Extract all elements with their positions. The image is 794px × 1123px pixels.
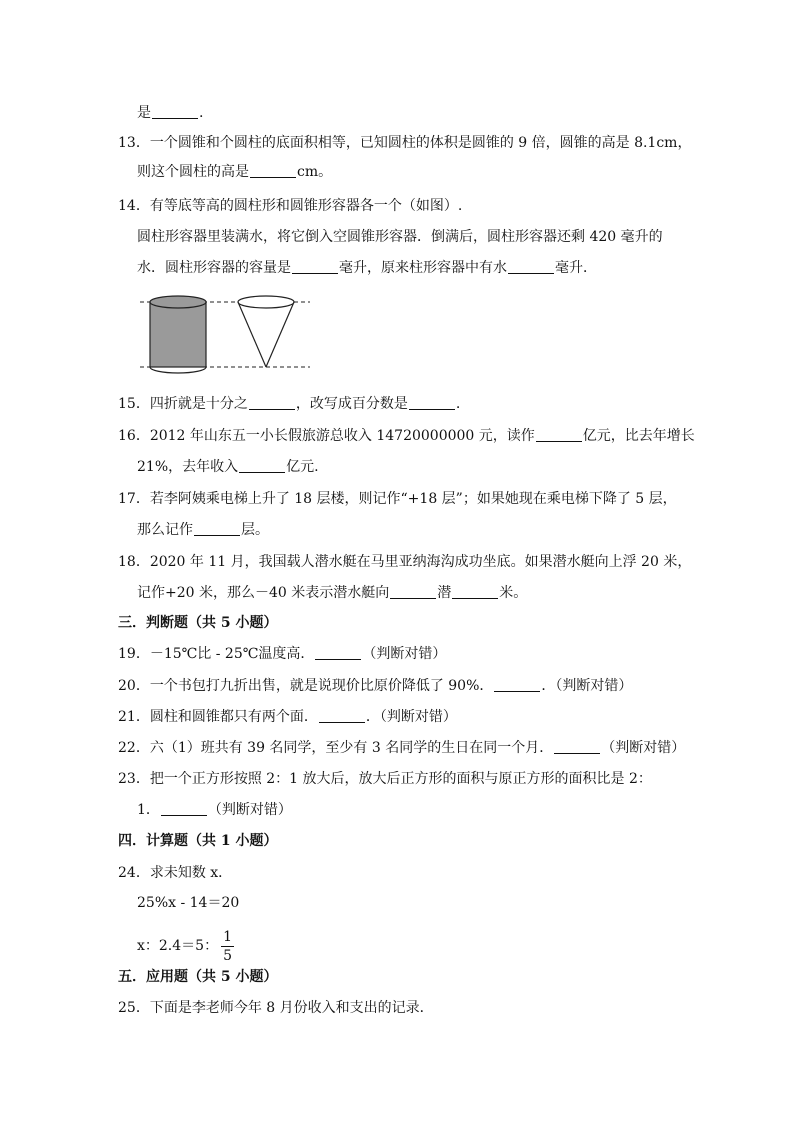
equation-1: 25%x - 14＝20 [137,895,240,911]
section-4-heading: 四．计算题（共 1 小题） [118,833,278,849]
question-25-line1: 25．下面是李老师今年 8 月份收入和支出的记录． [118,1000,434,1016]
question-20: 20．一个书包打九折出售，就是说现价比原价降低了 90%． ．（判断对错） [118,678,633,694]
answer-blank[interactable] [536,427,582,442]
answer-blank[interactable] [452,584,498,599]
answer-blank[interactable] [152,104,198,119]
question-14-line1: 14．有等底等高的圆柱形和圆锥形容器各一个（如图）. [118,198,463,214]
section-3-heading: 三．判断题（共 5 小题） [118,615,278,631]
cylinder-top [150,296,206,308]
equation-2: x：2.4＝5： $\frac{1}{5}$ [137,928,232,964]
question-24-title: 24．求未知数 x． [118,865,233,881]
answer-blank[interactable] [292,259,338,274]
cone-top [238,296,294,308]
question-17-line1: 17．若李阿姨乘电梯上升了 18 层楼，则记作“+18 层”；如果她现在乘电梯下降了 5 层， [118,491,677,507]
question-18-line2: 记作+20 米，那么－40 米表示潜水艇向 潜 米。 [137,585,528,601]
cone-left-edge [238,302,266,367]
question-17-line2: 那么记作 层。 [137,522,269,538]
cylinder-bottom [150,367,206,373]
question-14-line2: 圆柱形容器里装满水，将它倒入空圆锥形容器．倒满后，圆柱形容器还剩 420 毫升的 [137,229,663,245]
question-21: 21．圆柱和圆锥都只有两个面． ．（判断对错） [118,709,457,725]
question-18-line1: 18．2020 年 11 月，我国载人潜水艇在马里亚纳海沟成功坐底。如果潜水艇向上浮 20 米， [118,554,692,570]
answer-blank[interactable] [390,584,436,599]
question-23-line1: 23．把一个正方形按照 2：1 放大后，放大后正方形的面积与原正方形的面积比是 2： [118,771,652,787]
answer-blank[interactable] [409,395,455,410]
cylinder-body [150,302,206,367]
q12-tail: 是 . [137,105,204,121]
answer-blank[interactable] [194,521,240,536]
fraction: $\frac{1}{5}$ [223,928,232,964]
answer-blank[interactable] [239,458,285,473]
question-13-line2: 则这个圆柱的高是 cm。 [137,164,333,180]
question-13-line1: 13．一个圆锥和个圆柱的底面积相等，已知圆柱的体积是圆锥的 9 倍，圆锥的高是 8.1cm， [118,135,692,151]
question-23-line2: 1． （判断对错） [137,802,292,818]
answer-blank[interactable] [508,259,554,274]
question-19: 19．－15℃比 - 25℃温度高． （判断对错） [118,646,447,662]
answer-blank[interactable] [249,395,295,410]
answer-blank[interactable] [250,163,296,178]
question-16-line1: 16．2012 年山东五一小长假旅游总收入 14720000000 元，读作 亿元，比去年增长 [118,428,695,444]
section-5-heading: 五．应用题（共 5 小题） [118,969,278,985]
answer-blank[interactable] [494,677,540,692]
answer-blank[interactable] [315,645,361,660]
question-14-line3: 水．圆柱形容器的容量是 毫升，原来柱形容器中有水 毫升． [137,260,597,276]
answer-blank[interactable] [319,708,365,723]
question-22: 22．六（1）班共有 39 名同学，至少有 3 名同学的生日在同一个月． （判断对错） [118,740,686,756]
answer-blank[interactable] [554,739,600,754]
cylinder-cone-figure [140,290,315,375]
answer-blank[interactable] [161,801,207,816]
question-16-line2: 21%，去年收入 亿元. [137,459,319,475]
question-15: 15．四折就是十分之 ，改写成百分数是 . [118,396,461,412]
cone-right-edge [266,302,294,367]
